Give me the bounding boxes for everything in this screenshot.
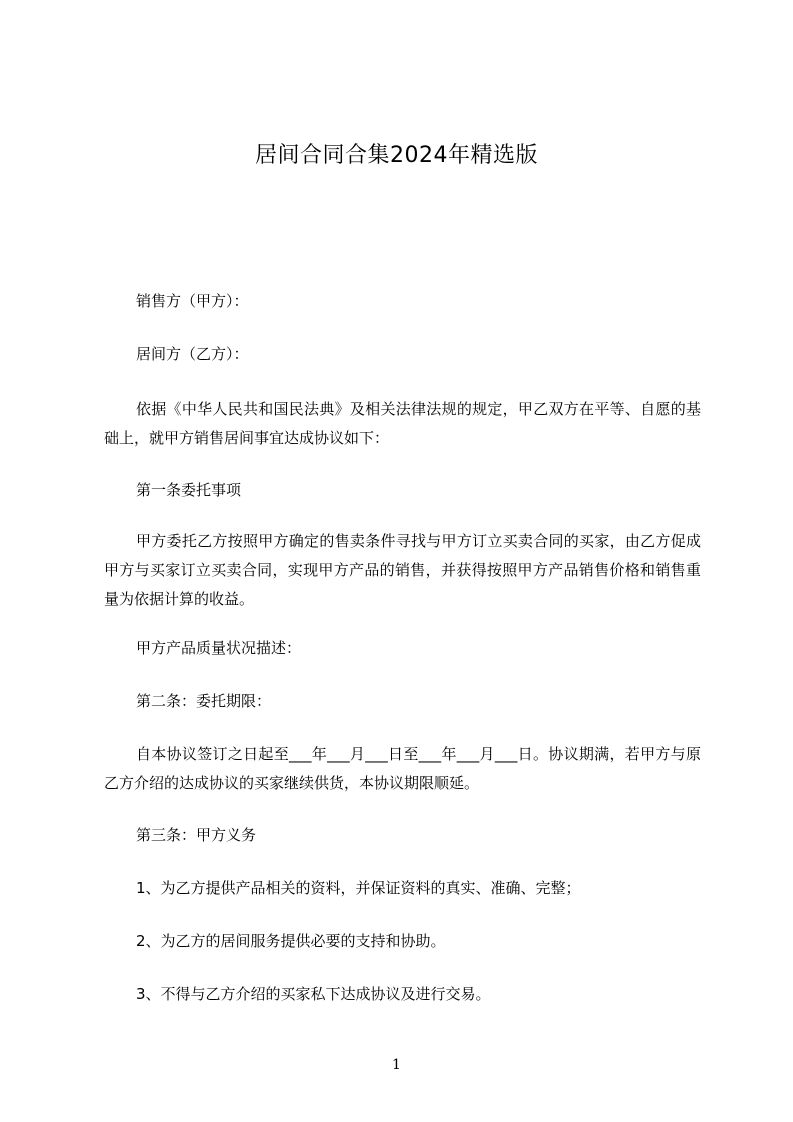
party-intermediary: 居间方（乙方）： xyxy=(136,345,249,363)
preamble-paragraph: 依据《中华人民共和国民法典》及相关法律法规的规定，甲乙双方在平等、自愿的基础上，就甲方销售居间事宜达成协议如下： xyxy=(104,400,701,447)
article-1-body: 甲方委托乙方按照甲方确定的售卖条件寻找与甲方订立买卖合同的买家，由乙方促成甲方与买家订立买卖合同，实现甲方产品的销售，并获得按照甲方产品销售价格和销售重量为依据计算的收益。 xyxy=(104,532,701,608)
obligation-item-1: 1、为乙方提供产品相关的资料，并保证资料的真实、准确、完整； xyxy=(136,879,581,897)
obligation-item-2: 2、为乙方的居间服务提供必要的支持和协助。 xyxy=(136,932,446,950)
obligation-item-3: 3、不得与乙方介绍的买家私下达成协议及进行交易。 xyxy=(136,985,491,1003)
product-quality-label: 甲方产品质量状况描述： xyxy=(136,639,302,657)
party-seller: 销售方（甲方）： xyxy=(136,292,249,310)
document-title: 居间合同合集2024年精选版 xyxy=(255,143,538,168)
page-number: 1 xyxy=(392,1057,401,1073)
article-2-body: 自本协议签订之日起至___年___月___日至___年___月___日。协议期满，若甲方与原乙方介绍的达成协议的买家继续供货，本协议期限顺延。 xyxy=(104,745,701,792)
article-2-heading: 第二条：委托期限： xyxy=(136,692,272,710)
article-3-heading: 第三条：甲方义务 xyxy=(136,826,257,844)
article-1-heading: 第一条委托事项 xyxy=(136,481,242,499)
